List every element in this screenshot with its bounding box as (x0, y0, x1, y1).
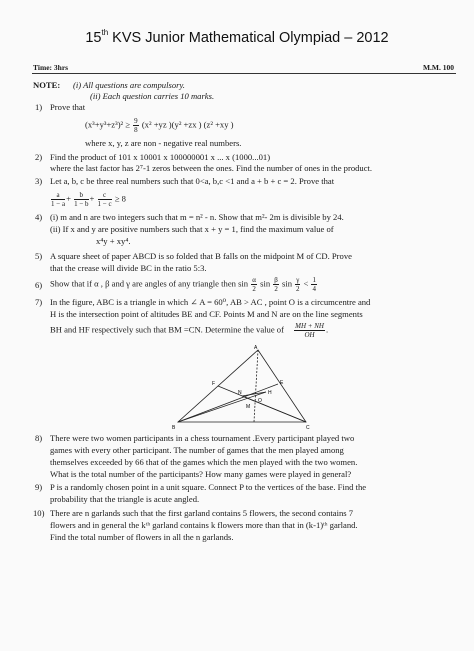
label-f: F (212, 381, 216, 387)
label-m: M (246, 404, 251, 410)
note-line-2: (ii) Each question carries 10 marks. (90, 91, 215, 101)
q3-line-1: Let a, b, c be three real numbers such that 0<a, b,c <1 and a + b + c = 2. Prove that (50, 176, 335, 186)
note-line-1: (i) All questions are compulsory. (73, 80, 185, 90)
triangle-figure (150, 344, 320, 430)
label-a: A (254, 345, 258, 351)
q10-line-2: flowers and in general the kᵗʰ garland contains k flowers more than that in (k-1)ᵗʰ garland. (50, 520, 358, 530)
segment-cn (242, 396, 306, 422)
q1-inequality: (x³+y³+z³)² ≥ $\frac{9}{8}$ (x² +yz )(y² +zx ) (z² +xy ) (85, 117, 234, 134)
q8-line-4: What is the total number of the participants? How many games were played in general? (50, 469, 352, 479)
q4-line-3: x⁴y + xy⁴. (96, 236, 131, 246)
q2-line-2: where the last factor has 2⁷-1 zeros between the ones. Find the number of ones in the product. (50, 163, 373, 173)
label-e: E (280, 380, 284, 386)
q3-number: 3) (35, 176, 43, 186)
q4-line-1: (i) m and n are two integers such that m = n² - n. Show that m²- 2m is divisible by 24. (50, 212, 344, 222)
q5-line-1: A square sheet of paper ABCD is so folded that B falls on the midpoint M of CD. Prove (50, 251, 352, 261)
q6-number: 6) (35, 280, 43, 290)
q9-line-1: P is a randomly chosen point in a unit square. Connect P to the vertices of the base. Find the (50, 482, 367, 492)
q4-line-2: (ii) If x and y are positive numbers such that x + y = 1, find the maximum value of (50, 224, 334, 234)
q10-number: 10) (33, 508, 45, 518)
q7-line-1: In the figure, ABC is a triangle in which ∠ A = 60⁰, AB > AC , point O is a circumcentre and (50, 297, 371, 307)
q9-line-2: probability that the triangle is acute angled. (50, 494, 200, 504)
q8-line-2: games with every other participant. The number of games that the men played among (50, 445, 344, 455)
header-divider (32, 73, 456, 74)
q4-number: 4) (35, 212, 43, 222)
q5-number: 5) (35, 251, 43, 261)
time-label: Time: 3hrs (33, 63, 69, 72)
label-o: O (258, 398, 262, 404)
q7-line-2: H is the intersection point of altitudes BE and CF. Points M and N are on the line segments (50, 309, 363, 319)
segment-nm (242, 392, 266, 396)
q10-line-3: Find the total number of flowers in all the n garlands. (50, 532, 234, 542)
q3-inequality: $\frac{a}{1 - a}$ + $\frac{b}{1 - b}$ + $\frac{c}{1 - c}$ ≥ 8 (51, 191, 126, 208)
q1-fraction: $\frac{9}{8}$ (134, 117, 138, 134)
q1-text: Prove that (50, 102, 86, 112)
q8-number: 8) (35, 433, 43, 443)
label-b: B (172, 425, 176, 430)
segment-bm (178, 392, 266, 422)
segment-oh (254, 350, 258, 422)
q8-line-1: There were two women participants in a chess tournament .Every participant played two (50, 433, 355, 443)
page-title: 15th KVS Junior Mathematical Olympiad – 2012 (85, 28, 389, 46)
triangle-abc (178, 350, 306, 422)
label-h: H (268, 390, 272, 396)
label-n: N (238, 390, 242, 396)
q9-number: 9) (35, 482, 43, 492)
q1-number: 1) (35, 102, 43, 112)
q1-where: where x, y, z are non - negative real numbers. (85, 138, 242, 148)
label-c: C (306, 425, 310, 430)
q6-line-1: Show that if α , β and γ are angles of any triangle then sin $\frac{\alpha}{2}$ sin $\frac{\beta}{2}$ sin $\frac{\gamma}{2}$ < $\frac{1}{4}$ (50, 276, 316, 293)
q7-fraction: $\frac{MH + NH}{OH}$ (295, 322, 324, 339)
q8-line-3: themselves exceeded by 66 that of the games which the men played with the two women. (50, 457, 358, 467)
q5-line-2: that the crease will divide BC in the ratio 5:3. (50, 263, 207, 273)
q7-number: 7) (35, 297, 43, 307)
q2-number: 2) (35, 152, 43, 162)
q10-line-1: There are n garlands such that the first garland contains 5 flowers, the second contains 7 (50, 508, 354, 518)
q2-line-1: Find the product of 101 x 10001 x 100000001 x ... x (1000...01) (50, 152, 271, 162)
note-label: NOTE: (33, 80, 61, 90)
marks-label: M.M. 100 (422, 63, 454, 72)
q7-line-3: BH and HF respectively such that BM =CN. Determine the value of $\frac{MH + NH}{OH}$ . (50, 322, 329, 339)
